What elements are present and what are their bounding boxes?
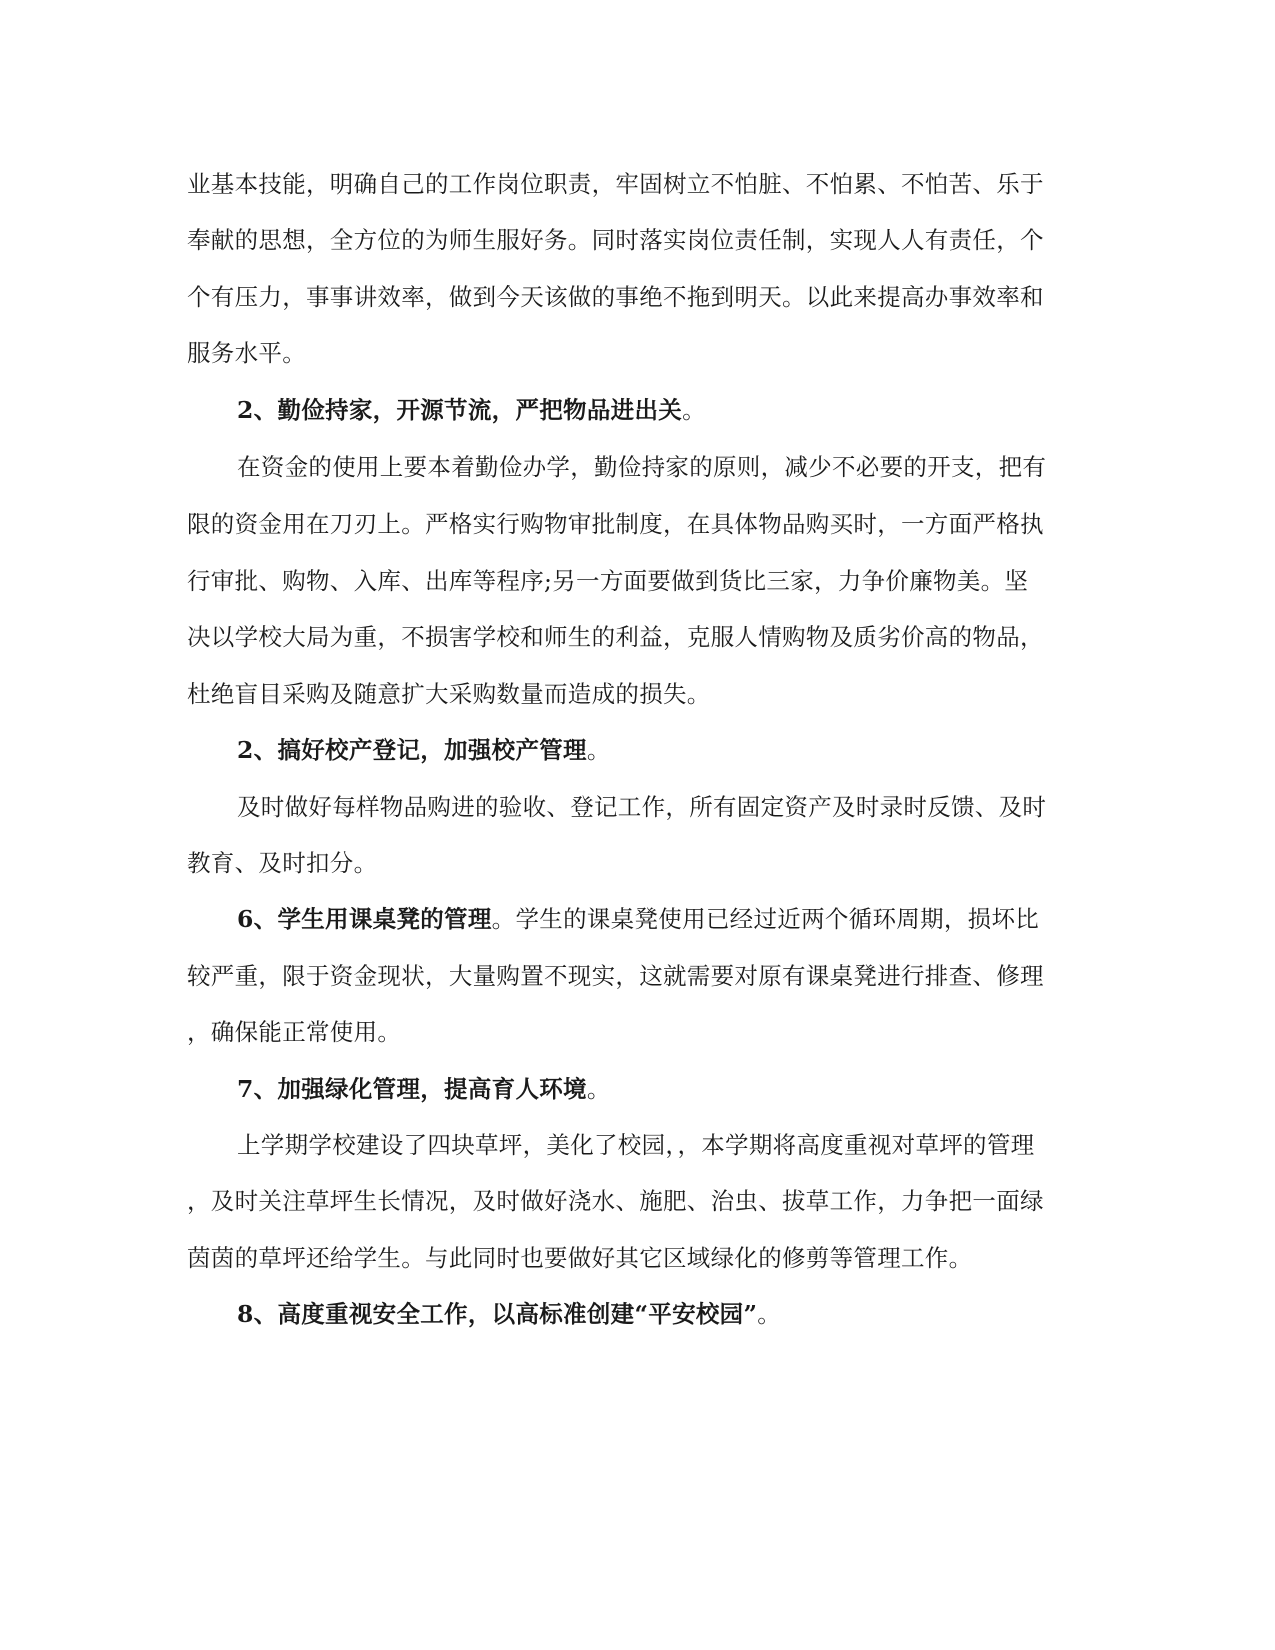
paragraph-line: 教育、及时扣分。 — [187, 849, 378, 877]
paragraph-line: 在资金的使用上要本着勤俭办学，勤俭持家的原则，减少不必要的开支，把有 — [237, 453, 1047, 481]
heading-period: 。 — [586, 736, 611, 764]
heading-period: 。 — [682, 396, 706, 424]
section-heading — [237, 1299, 1087, 1329]
paragraph-line: 较严重，限于资金现状，大量购置不现实，这就需要对原有课桌凳进行排查、修理 — [187, 962, 1044, 990]
section-heading — [237, 395, 1087, 425]
paragraph-line: 服务水平。 — [187, 339, 306, 367]
heading-period: 。 — [757, 1300, 782, 1328]
inline-paragraph-text: 学生的课桌凳使用已经过近两个循环周期，损坏比 — [515, 905, 1040, 933]
heading-text: 2、搞好校产登记，加强校产管理 — [237, 736, 587, 764]
heading-text: 8、高度重视安全工作，以高标准创建“平安校园” — [237, 1300, 758, 1328]
paragraph-line: 限的资金用在刀刃上。严格实行购物审批制度，在具体物品购买时，一方面严格执 — [187, 510, 1044, 538]
paragraph-line: 杜绝盲目采购及随意扩大采购数量而造成的损失。 — [187, 680, 711, 708]
paragraph-line: 奉献的思想，全方位的为师生服好务。同时落实岗位责任制，实现人人有责任，个 — [187, 226, 1044, 254]
paragraph-line: 上学期学校建设了四块草坪，美化了校园，，本学期将高度重视对草坪的管理 — [237, 1131, 1035, 1159]
section-heading — [237, 735, 1087, 765]
paragraph-line: 业基本技能，明确自己的工作岗位职责，牢固树立不怕脏、不怕累、不怕苦、乐于 — [187, 170, 1044, 198]
section-heading — [237, 1074, 1087, 1104]
paragraph-line: 行审批、购物、入库、出库等程序;另一方面要做到货比三家，力争价廉物美。坚 — [187, 567, 1029, 595]
heading-text: 7、加强绿化管理，提高育人环境 — [237, 1075, 587, 1103]
heading-text: 6、学生用课桌凳的管理 — [237, 905, 492, 933]
heading-period: 。 — [586, 1075, 611, 1103]
paragraph-line: 及时做好每样物品购进的验收、登记工作，所有固定资产及时录时反馈、及时 — [237, 793, 1047, 821]
paragraph-line: 个有压力，事事讲效率，做到今天该做的事绝不拖到明天。以此来提高办事效率和 — [187, 283, 1044, 311]
paragraph-line: ，及时关注草坪生长情况，及时做好浇水、施肥、治虫、拔草工作，力争把一面绿 — [187, 1187, 1044, 1215]
section-heading-with-text — [237, 904, 1087, 934]
heading-period: 。 — [491, 905, 516, 933]
paragraph-line: 茵茵的草坪还给学生。与此同时也要做好其它区域绿化的修剪等管理工作。 — [187, 1244, 973, 1272]
paragraph-line: ，确保能正常使用。 — [187, 1018, 402, 1046]
heading-text: 2、勤俭持家，开源节流，严把物品进出关 — [237, 396, 683, 424]
paragraph-line: 决以学校大局为重，不损害学校和师生的利益，克服人情购物及质劣价高的物品， — [187, 623, 1044, 651]
